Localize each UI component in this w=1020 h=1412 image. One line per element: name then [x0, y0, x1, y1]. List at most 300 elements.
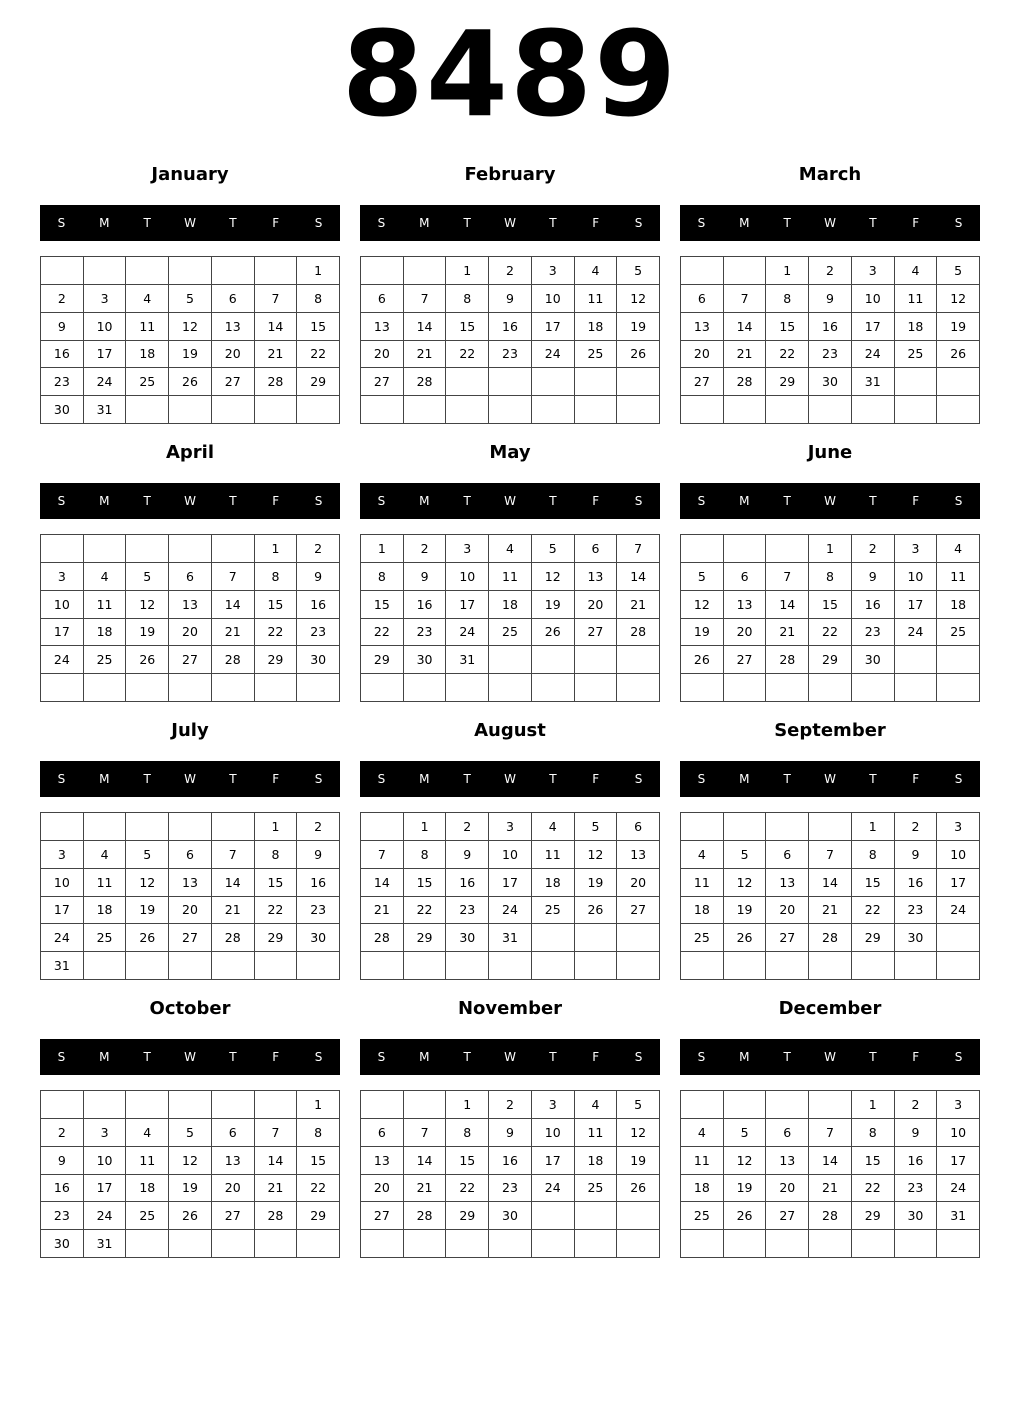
day-cell: 17 [532, 1147, 575, 1175]
weekday-header [360, 761, 660, 797]
day-cell: 28 [766, 646, 809, 674]
day-cell: 27 [766, 924, 809, 952]
day-cell: 29 [255, 646, 298, 674]
day-cell: 1 [766, 257, 809, 285]
weekday-label: M [419, 216, 430, 230]
day-cell: 30 [895, 924, 938, 952]
day-cell: 29 [809, 646, 852, 674]
weekday-label: S [954, 216, 963, 230]
day-cell: 30 [446, 924, 489, 952]
day-cell: 29 [404, 924, 447, 952]
day-cell: 25 [532, 897, 575, 925]
empty-day-cell [681, 813, 724, 841]
empty-day-cell [532, 646, 575, 674]
day-cell: 14 [361, 869, 404, 897]
day-cell: 16 [489, 1147, 532, 1175]
day-cell: 11 [126, 1147, 169, 1175]
empty-day-cell [681, 1230, 724, 1258]
day-cell: 17 [852, 313, 895, 341]
weekday-label: T [549, 216, 557, 230]
day-cell: 30 [404, 646, 447, 674]
weekday-label: W [184, 772, 196, 786]
empty-day-cell [617, 1202, 660, 1230]
day-cell: 6 [681, 285, 724, 313]
weekday-label: M [99, 1050, 110, 1064]
day-cell: 18 [681, 897, 724, 925]
day-cell: 5 [532, 535, 575, 563]
weekday-label: S [634, 1050, 643, 1064]
empty-day-cell [126, 952, 169, 980]
day-cell: 26 [724, 924, 767, 952]
weekday-label: F [592, 772, 600, 786]
day-cell: 16 [852, 591, 895, 619]
empty-day-cell [809, 952, 852, 980]
day-cell: 16 [297, 869, 340, 897]
weekday-label: F [272, 772, 280, 786]
day-cell: 16 [895, 869, 938, 897]
empty-day-cell [361, 813, 404, 841]
day-cell: 2 [895, 813, 938, 841]
day-cell: 17 [446, 591, 489, 619]
weekday-header [680, 1039, 980, 1075]
weekday-label: S [697, 216, 706, 230]
day-cell: 1 [404, 813, 447, 841]
calendar-year-title: 8489 [341, 5, 679, 143]
weekday-label: M [739, 1050, 750, 1064]
day-cell: 10 [937, 1119, 980, 1147]
day-cell: 12 [681, 591, 724, 619]
day-cell: 29 [361, 646, 404, 674]
day-cell: 23 [41, 368, 84, 396]
day-cell: 19 [169, 1175, 212, 1203]
empty-day-cell [489, 1230, 532, 1258]
day-cell: 6 [361, 285, 404, 313]
day-cell: 29 [297, 368, 340, 396]
day-cell: 29 [446, 1202, 489, 1230]
day-cell: 6 [617, 813, 660, 841]
day-cell: 31 [937, 1202, 980, 1230]
day-cell: 9 [41, 313, 84, 341]
day-cell: 3 [41, 563, 84, 591]
day-cell: 17 [937, 869, 980, 897]
day-cell: 16 [41, 341, 84, 369]
day-cell: 26 [126, 646, 169, 674]
empty-day-cell [617, 952, 660, 980]
day-cell: 11 [489, 563, 532, 591]
day-cell: 3 [895, 535, 938, 563]
day-cell: 21 [724, 341, 767, 369]
day-cell: 3 [852, 257, 895, 285]
day-cell: 6 [212, 285, 255, 313]
day-cell: 29 [297, 1202, 340, 1230]
day-cell: 25 [84, 924, 127, 952]
day-cell: 13 [766, 869, 809, 897]
empty-day-cell [532, 368, 575, 396]
day-cell: 17 [41, 619, 84, 647]
empty-day-cell [169, 674, 212, 702]
weekday-label: W [824, 216, 836, 230]
weekday-label: M [99, 216, 110, 230]
day-cell: 22 [404, 897, 447, 925]
weekday-header [360, 205, 660, 241]
weekday-label: T [783, 216, 791, 230]
day-cell: 31 [489, 924, 532, 952]
weekday-label: T [869, 216, 877, 230]
day-cell: 3 [84, 1119, 127, 1147]
day-cell: 6 [766, 841, 809, 869]
empty-day-cell [724, 396, 767, 424]
day-cell: 6 [575, 535, 618, 563]
empty-day-cell [681, 1091, 724, 1119]
weekday-label: S [314, 1050, 323, 1064]
day-cell: 21 [766, 619, 809, 647]
weekday-label: T [229, 494, 237, 508]
weekday-label: S [314, 216, 323, 230]
day-cell: 1 [852, 813, 895, 841]
empty-day-cell [169, 813, 212, 841]
day-cell: 10 [84, 313, 127, 341]
month-name: November [457, 998, 563, 1019]
empty-day-cell [937, 646, 980, 674]
day-cell: 26 [617, 341, 660, 369]
day-cell: 23 [895, 897, 938, 925]
weekday-header [360, 1039, 660, 1075]
day-cell: 26 [169, 368, 212, 396]
day-cell: 27 [361, 368, 404, 396]
weekday-label: W [824, 494, 836, 508]
weekday-label: W [184, 494, 196, 508]
day-cell: 17 [489, 869, 532, 897]
empty-day-cell [361, 396, 404, 424]
empty-day-cell [937, 674, 980, 702]
month-name: May [489, 442, 531, 463]
day-cell: 7 [724, 285, 767, 313]
weekday-label: M [739, 772, 750, 786]
empty-day-cell [489, 368, 532, 396]
empty-day-cell [766, 396, 809, 424]
day-cell: 20 [212, 341, 255, 369]
day-cell: 15 [766, 313, 809, 341]
day-grid [680, 534, 980, 702]
day-cell: 6 [766, 1119, 809, 1147]
day-cell: 23 [489, 1175, 532, 1203]
day-cell: 7 [809, 1119, 852, 1147]
empty-day-cell [617, 1230, 660, 1258]
day-cell: 5 [681, 563, 724, 591]
day-cell: 11 [532, 841, 575, 869]
day-cell: 6 [361, 1119, 404, 1147]
day-cell: 10 [532, 1119, 575, 1147]
empty-day-cell [895, 1230, 938, 1258]
day-cell: 25 [84, 646, 127, 674]
day-cell: 16 [895, 1147, 938, 1175]
empty-day-cell [446, 952, 489, 980]
empty-day-cell [724, 813, 767, 841]
day-cell: 29 [852, 1202, 895, 1230]
month-name: June [807, 442, 853, 463]
day-cell: 12 [937, 285, 980, 313]
day-cell: 22 [852, 897, 895, 925]
day-cell: 11 [84, 869, 127, 897]
day-cell: 5 [617, 257, 660, 285]
day-cell: 9 [446, 841, 489, 869]
day-cell: 12 [617, 1119, 660, 1147]
empty-day-cell [895, 952, 938, 980]
weekday-header [40, 761, 340, 797]
empty-day-cell [41, 813, 84, 841]
day-cell: 28 [255, 368, 298, 396]
empty-day-cell [852, 674, 895, 702]
day-cell: 28 [404, 368, 447, 396]
day-cell: 5 [126, 563, 169, 591]
day-cell: 4 [895, 257, 938, 285]
day-cell: 16 [446, 869, 489, 897]
day-cell: 22 [766, 341, 809, 369]
day-cell: 11 [937, 563, 980, 591]
empty-day-cell [617, 646, 660, 674]
weekday-label: S [57, 772, 66, 786]
day-cell: 12 [724, 1147, 767, 1175]
empty-day-cell [126, 1230, 169, 1258]
weekday-label: F [912, 772, 920, 786]
day-cell: 26 [126, 924, 169, 952]
empty-day-cell [852, 1230, 895, 1258]
day-cell: 7 [212, 563, 255, 591]
day-cell: 7 [361, 841, 404, 869]
day-cell: 17 [532, 313, 575, 341]
day-cell: 26 [532, 619, 575, 647]
day-cell: 13 [212, 313, 255, 341]
day-cell: 19 [937, 313, 980, 341]
day-cell: 14 [617, 563, 660, 591]
weekday-header [40, 205, 340, 241]
day-cell: 7 [404, 285, 447, 313]
day-cell: 19 [617, 1147, 660, 1175]
empty-day-cell [766, 813, 809, 841]
day-cell: 8 [852, 1119, 895, 1147]
day-cell: 19 [126, 619, 169, 647]
day-cell: 13 [766, 1147, 809, 1175]
day-cell: 1 [852, 1091, 895, 1119]
empty-day-cell [766, 952, 809, 980]
weekday-header [680, 205, 980, 241]
day-cell: 3 [41, 841, 84, 869]
empty-day-cell [126, 396, 169, 424]
weekday-label: F [592, 1050, 600, 1064]
day-cell: 11 [84, 591, 127, 619]
day-cell: 13 [361, 1147, 404, 1175]
empty-day-cell [681, 257, 724, 285]
day-cell: 18 [489, 591, 532, 619]
empty-day-cell [126, 813, 169, 841]
day-cell: 27 [724, 646, 767, 674]
weekday-label: T [143, 216, 151, 230]
weekday-label: M [419, 494, 430, 508]
day-cell: 23 [404, 619, 447, 647]
weekday-label: M [99, 494, 110, 508]
day-cell: 4 [84, 841, 127, 869]
weekday-label: M [419, 1050, 430, 1064]
day-cell: 26 [681, 646, 724, 674]
month-name: December [778, 998, 882, 1019]
day-cell: 11 [575, 1119, 618, 1147]
day-cell: 11 [575, 285, 618, 313]
day-cell: 19 [617, 313, 660, 341]
empty-day-cell [212, 1091, 255, 1119]
day-cell: 21 [809, 897, 852, 925]
day-cell: 21 [361, 897, 404, 925]
day-cell: 13 [575, 563, 618, 591]
day-cell: 30 [852, 646, 895, 674]
day-cell: 25 [681, 1202, 724, 1230]
weekday-label: F [272, 494, 280, 508]
day-cell: 7 [212, 841, 255, 869]
day-cell: 9 [895, 1119, 938, 1147]
weekday-label: S [954, 772, 963, 786]
day-cell: 8 [255, 563, 298, 591]
empty-day-cell [724, 674, 767, 702]
day-cell: 12 [617, 285, 660, 313]
weekday-header [680, 761, 980, 797]
empty-day-cell [41, 1091, 84, 1119]
empty-day-cell [809, 1091, 852, 1119]
day-cell: 27 [361, 1202, 404, 1230]
day-cell: 28 [404, 1202, 447, 1230]
day-cell: 19 [681, 619, 724, 647]
day-cell: 28 [361, 924, 404, 952]
day-cell: 8 [852, 841, 895, 869]
day-cell: 5 [724, 1119, 767, 1147]
empty-day-cell [681, 396, 724, 424]
weekday-label: F [912, 216, 920, 230]
day-cell: 28 [212, 646, 255, 674]
day-cell: 14 [809, 869, 852, 897]
day-cell: 20 [212, 1175, 255, 1203]
weekday-header [680, 483, 980, 519]
empty-day-cell [489, 396, 532, 424]
day-cell: 16 [809, 313, 852, 341]
day-cell: 14 [255, 313, 298, 341]
day-cell: 3 [532, 1091, 575, 1119]
empty-day-cell [212, 813, 255, 841]
empty-day-cell [255, 257, 298, 285]
day-cell: 20 [575, 591, 618, 619]
weekday-label: W [184, 216, 196, 230]
day-cell: 13 [169, 869, 212, 897]
empty-day-cell [575, 396, 618, 424]
day-grid [360, 256, 660, 424]
day-cell: 23 [852, 619, 895, 647]
day-cell: 22 [255, 619, 298, 647]
day-cell: 3 [532, 257, 575, 285]
day-cell: 12 [169, 1147, 212, 1175]
day-cell: 19 [724, 897, 767, 925]
day-cell: 10 [41, 591, 84, 619]
day-cell: 18 [84, 619, 127, 647]
month-name: September [774, 720, 886, 741]
empty-day-cell [126, 257, 169, 285]
day-cell: 14 [255, 1147, 298, 1175]
day-grid [680, 256, 980, 424]
day-cell: 30 [895, 1202, 938, 1230]
empty-day-cell [255, 674, 298, 702]
day-cell: 31 [84, 396, 127, 424]
weekday-label: W [824, 1050, 836, 1064]
empty-day-cell [532, 952, 575, 980]
day-cell: 15 [809, 591, 852, 619]
day-cell: 27 [212, 1202, 255, 1230]
day-cell: 20 [169, 619, 212, 647]
day-cell: 7 [255, 1119, 298, 1147]
day-cell: 16 [41, 1175, 84, 1203]
empty-day-cell [532, 1230, 575, 1258]
month-name: August [474, 720, 546, 741]
weekday-label: M [419, 772, 430, 786]
empty-day-cell [361, 257, 404, 285]
empty-day-cell [489, 674, 532, 702]
day-cell: 14 [212, 591, 255, 619]
day-cell: 12 [575, 841, 618, 869]
weekday-label: S [954, 494, 963, 508]
day-cell: 18 [937, 591, 980, 619]
weekday-label: F [272, 1050, 280, 1064]
day-cell: 18 [532, 869, 575, 897]
day-cell: 25 [126, 368, 169, 396]
day-cell: 23 [297, 619, 340, 647]
day-cell: 24 [489, 897, 532, 925]
day-cell: 7 [809, 841, 852, 869]
day-cell: 26 [617, 1175, 660, 1203]
day-cell: 5 [575, 813, 618, 841]
day-cell: 31 [41, 952, 84, 980]
weekday-label: F [912, 494, 920, 508]
day-cell: 7 [404, 1119, 447, 1147]
day-cell: 2 [895, 1091, 938, 1119]
weekday-label: T [783, 772, 791, 786]
day-cell: 16 [297, 591, 340, 619]
day-cell: 5 [169, 1119, 212, 1147]
day-cell: 18 [575, 313, 618, 341]
day-cell: 5 [724, 841, 767, 869]
weekday-label: T [869, 772, 877, 786]
day-cell: 24 [532, 341, 575, 369]
day-cell: 21 [809, 1175, 852, 1203]
weekday-label: W [504, 772, 516, 786]
weekday-label: S [57, 216, 66, 230]
day-cell: 15 [852, 869, 895, 897]
day-cell: 13 [681, 313, 724, 341]
day-cell: 12 [532, 563, 575, 591]
day-cell: 8 [766, 285, 809, 313]
day-cell: 10 [895, 563, 938, 591]
weekday-label: S [57, 494, 66, 508]
day-grid [360, 1090, 660, 1258]
day-cell: 2 [489, 257, 532, 285]
weekday-label: W [184, 1050, 196, 1064]
empty-day-cell [212, 257, 255, 285]
day-grid [360, 812, 660, 980]
day-cell: 5 [126, 841, 169, 869]
day-cell: 30 [41, 1230, 84, 1258]
empty-day-cell [41, 257, 84, 285]
day-cell: 8 [446, 1119, 489, 1147]
weekday-label: F [592, 494, 600, 508]
day-cell: 27 [681, 368, 724, 396]
day-cell: 4 [489, 535, 532, 563]
weekday-label: T [549, 494, 557, 508]
day-cell: 30 [297, 924, 340, 952]
empty-day-cell [724, 1230, 767, 1258]
